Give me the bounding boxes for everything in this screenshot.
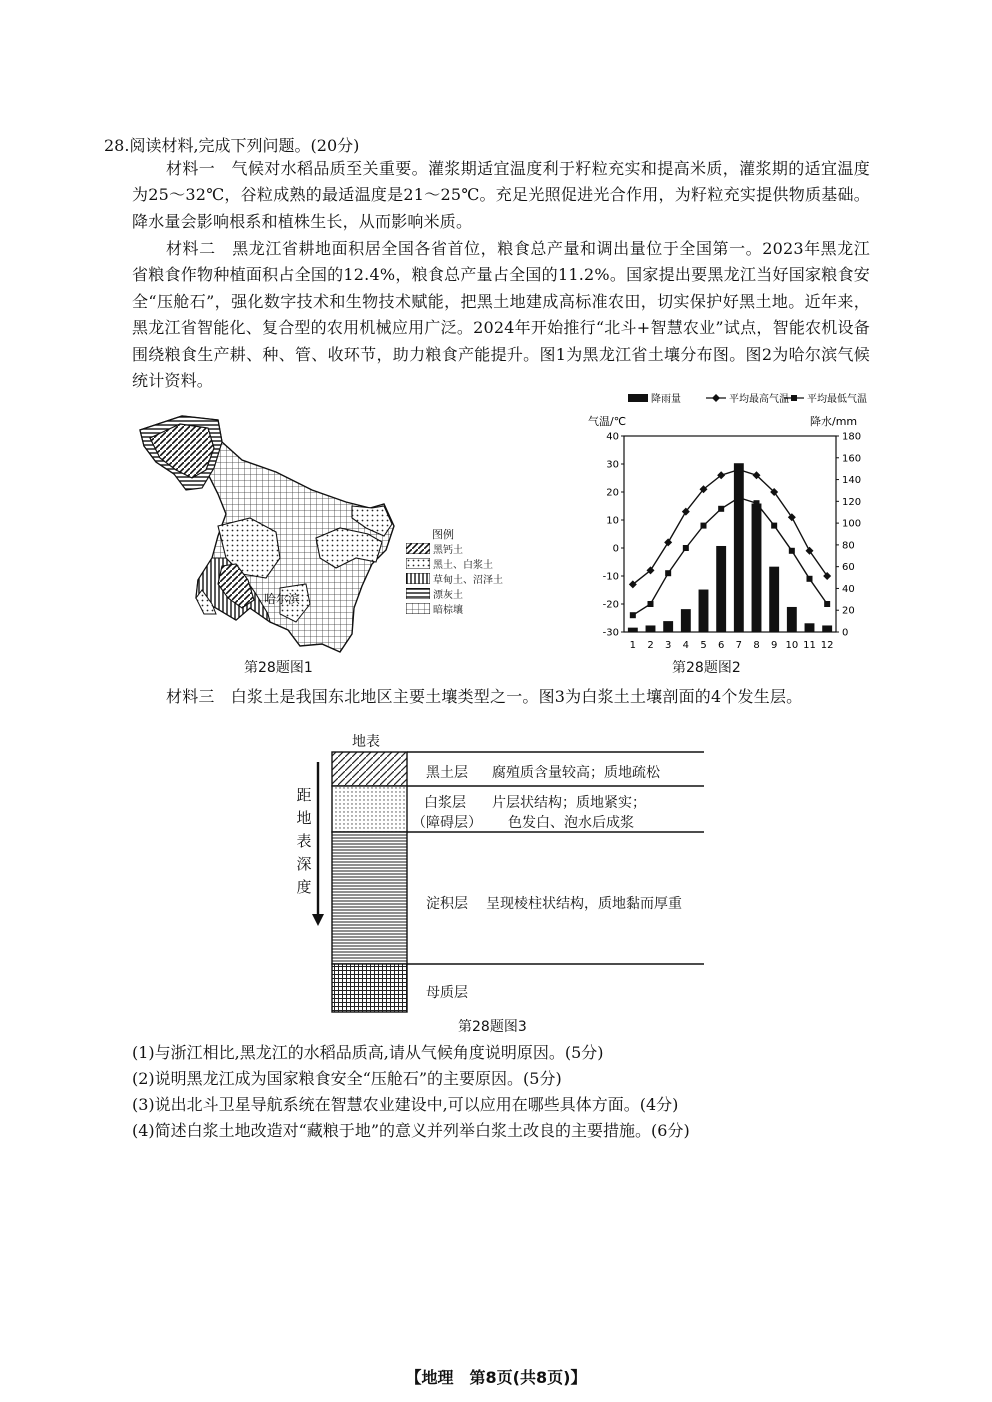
- legend-item: [406, 556, 503, 571]
- legend-label: 暗棕壤: [433, 605, 463, 616]
- legend-label: 平均最高气温: [729, 394, 789, 405]
- figure-2-caption: 第28题图2: [672, 660, 741, 676]
- legend-swatch-grid: [406, 603, 430, 614]
- tmin-point: [754, 500, 760, 506]
- precip-bar: [716, 546, 726, 632]
- x-tick-label: 5: [700, 640, 707, 651]
- depth-char: 地: [296, 809, 312, 827]
- tmax-point: [664, 538, 672, 546]
- layer-desc-topsoil: 腐殖质含量较高；质地疏松: [492, 765, 660, 781]
- precip-bar: [787, 607, 797, 632]
- y-right-tick-label: 0: [842, 627, 849, 639]
- y-left-tick-label: 10: [606, 515, 619, 527]
- x-tick-label: 2: [647, 640, 654, 651]
- y-left-tick-label: 20: [606, 487, 619, 499]
- depth-char: 深: [296, 855, 312, 873]
- y-left-tick-label: -20: [602, 599, 619, 611]
- depth-char: 表: [296, 832, 312, 850]
- tmin-point: [718, 506, 724, 512]
- material-1: 材料一 气候对水稻品质至关重要。灌浆期适宜温度利于籽粒充实和提高米质，灌浆期的适宜温度为25～32℃，谷粒成熟的最适温度是21～25℃。充足光照促进光合作用，为籽粒充实提供物质基础。降水量会影响根系和植株生长，从而影响米质。: [132, 159, 870, 231]
- precip-bar: [628, 628, 638, 632]
- precip-bar: [805, 623, 815, 632]
- layer-name-albic: 白浆层: [424, 795, 466, 811]
- layer-desc-albic: 片层状结构；质地紧实；: [492, 795, 646, 811]
- question-2: (2)说明黑龙江成为国家粮食安全“压舱石”的主要原因。(5分): [132, 1069, 562, 1088]
- precip-bar: [699, 590, 709, 632]
- legend-label: 黑土、白浆土: [433, 560, 493, 571]
- legend-label: 黑钙土: [433, 545, 463, 556]
- question-1: (1)与浙江相比,黑龙江的水稻品质高,请从气候角度说明原因。(5分): [132, 1043, 604, 1062]
- legend-item: [406, 541, 503, 556]
- map-legend: [406, 541, 503, 616]
- precip-bar: [734, 463, 744, 632]
- precip-bar: [663, 621, 673, 632]
- y-left-tick-label: 40: [606, 431, 619, 443]
- tmin-point: [771, 523, 777, 529]
- legend-item: [406, 601, 503, 616]
- legend-swatch-dots: [406, 558, 430, 569]
- x-tick-label: 12: [820, 640, 834, 651]
- y-left-tick-label: 0: [612, 543, 619, 555]
- tmin-point: [807, 576, 813, 582]
- layer-name-parent: 母质层: [426, 985, 468, 1001]
- soil-map: [130, 408, 530, 660]
- y-left-tick-label: 30: [606, 459, 619, 471]
- x-tick-label: 9: [770, 640, 778, 651]
- city-label-harbin: 哈尔滨: [264, 592, 301, 606]
- legend-swatch-vertical: [406, 573, 430, 584]
- soil-profile-diagram: [310, 750, 710, 1018]
- layer-name-topsoil: 黑土层: [426, 765, 468, 781]
- tmin-point: [648, 601, 654, 607]
- tmin-point: [736, 495, 742, 501]
- tmin-point: [824, 601, 830, 607]
- precip-bar: [822, 625, 832, 632]
- x-tick-label: 7: [735, 640, 743, 651]
- precip-bar: [752, 504, 762, 632]
- legend-item: [406, 571, 503, 586]
- question-4: (4)简述白浆土地改造对“藏粮于地”的意义并列举白浆土改良的主要措施。(6分): [132, 1121, 690, 1140]
- x-tick-label: 8: [753, 640, 760, 651]
- y-right-tick-label: 80: [842, 540, 855, 552]
- tmin-point: [630, 612, 636, 618]
- legend-swatch-precip: [628, 394, 648, 402]
- y-right-tick-label: 120: [842, 496, 862, 508]
- tmin-point: [665, 570, 671, 576]
- y-left-axis-title: 气温/℃: [588, 415, 627, 428]
- figure-1-caption: 第28题图1: [244, 660, 313, 676]
- x-tick-label: 1: [629, 640, 637, 651]
- question-3: (3)说出北斗卫星导航系统在智慧农业建设中,可以应用在哪些具体方面。(4分): [132, 1095, 679, 1114]
- x-tick-label: 10: [785, 640, 799, 651]
- y-right-axis-title: 降水/mm: [810, 415, 858, 428]
- x-tick-label: 3: [664, 640, 672, 651]
- legend-title: 图例: [432, 528, 454, 541]
- legend-marker-square: [791, 395, 797, 401]
- precip-bar: [769, 567, 779, 632]
- y-right-tick-label: 100: [842, 518, 862, 530]
- page-footer: 【地理 第8页(共8页)】: [405, 1368, 587, 1387]
- depth-char: 度: [296, 878, 312, 896]
- tmin-point: [789, 548, 795, 554]
- y-left-tick-label: -10: [602, 571, 619, 583]
- material-2: 材料二 黑龙江省耕地面积居全国各省首位，粮食总产量和调出量位于全国第一。2023年黑龙江省粮食作物种植面积占全国的12.4%，粮食总产量占全国的11.2%。国家提出要黑龙江当好国家粮食安全“压舱石”，强化数字技术和生物技术赋能，把黑土地建成高标准农田，切实保护好黑土地。近年来，黑龙江省智能化、复合型的农用机械应用广泛。2024年开始推行“北斗+智慧农业”试点，智能农机设备围绕粮食生产耕、种、管、收环节，助力粮食产能提升。图1为黑龙江省土壤分布图。图2为哈尔滨气候统计资料。: [132, 239, 870, 391]
- figure-3-caption: 第28题图3: [458, 1019, 527, 1035]
- precip-bar: [681, 609, 691, 632]
- depth-char: 距: [296, 786, 312, 804]
- layer-name-albic-sub: （障碍层）: [412, 815, 482, 831]
- y-right-tick-label: 20: [842, 605, 855, 617]
- question-title: 28.阅读材料,完成下列问题。(20分): [104, 136, 360, 155]
- y-left-tick-label: -30: [602, 627, 619, 639]
- material-3: 材料三 白浆土是我国东北地区主要土壤类型之一。图3为白浆土土壤剖面的4个发生层。: [166, 687, 803, 706]
- legend-swatch-horizontal: [406, 588, 430, 599]
- y-right-tick-label: 160: [842, 453, 862, 465]
- legend-label: 降雨量: [651, 394, 681, 405]
- legend-label: 漂灰土: [433, 590, 463, 601]
- tmin-line: [633, 498, 827, 616]
- layer-desc-albic-2: 色发白、泡水后成浆: [508, 815, 634, 831]
- legend-marker-diamond: [712, 394, 720, 402]
- x-tick-label: 11: [803, 640, 816, 651]
- x-tick-label: 4: [682, 640, 690, 651]
- plot-frame: [624, 436, 836, 632]
- surface-label: 地表: [352, 734, 380, 750]
- legend-label: 草甸土、沼泽土: [433, 575, 503, 586]
- y-right-tick-label: 40: [842, 583, 855, 595]
- tmin-point: [683, 545, 689, 551]
- legend-swatch-diagonal: [406, 543, 430, 554]
- tmax-line: [633, 470, 827, 585]
- layer-name-illuvial: 淀积层: [426, 896, 468, 912]
- y-right-tick-label: 140: [842, 475, 862, 487]
- legend-item: [406, 586, 503, 601]
- layer-desc-illuvial: 呈现棱柱状结构，质地黏而厚重: [486, 896, 682, 912]
- x-tick-label: 6: [717, 640, 725, 651]
- precip-bar: [646, 625, 656, 632]
- legend-label: 平均最低气温: [807, 394, 867, 405]
- climate-chart: [588, 390, 873, 660]
- y-right-tick-label: 60: [842, 562, 855, 574]
- y-right-tick-label: 180: [842, 431, 862, 443]
- tmin-point: [701, 523, 707, 529]
